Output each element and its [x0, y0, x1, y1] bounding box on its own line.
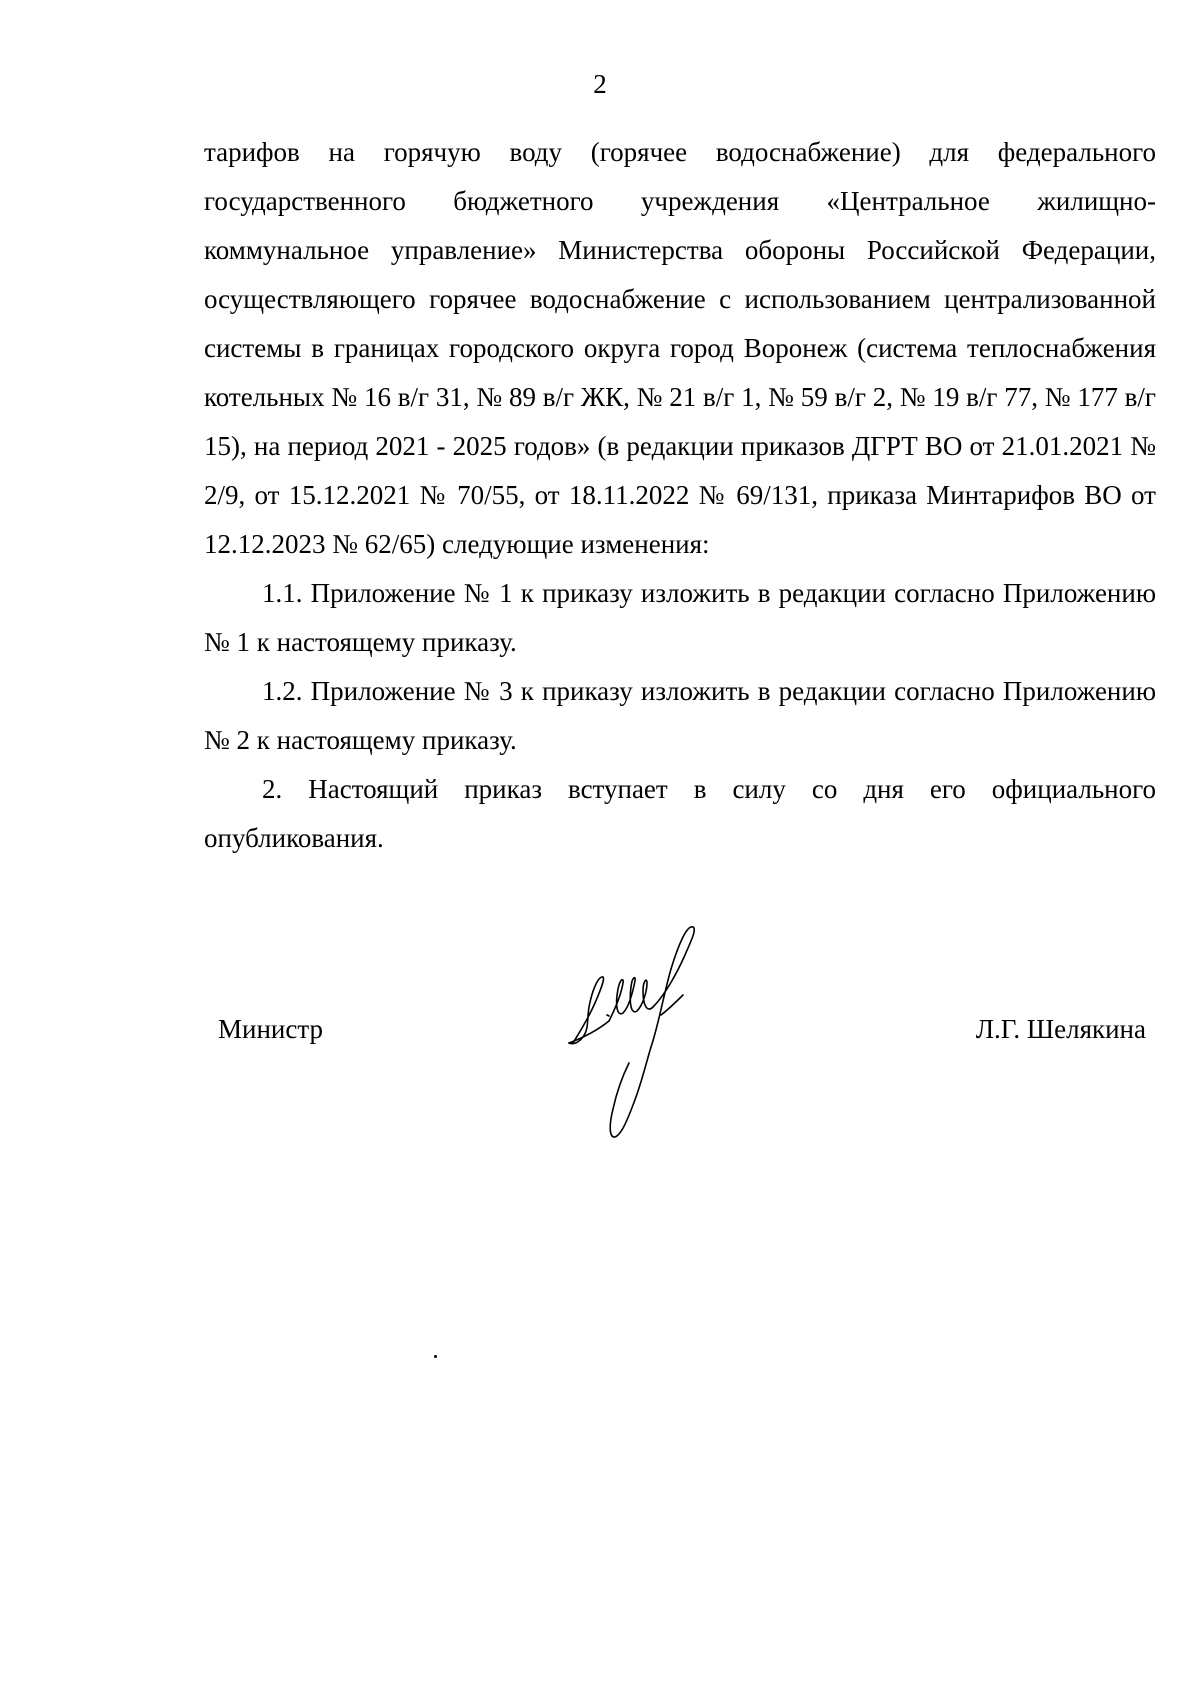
- position-title: Министр: [218, 1014, 323, 1044]
- handwritten-signature: [565, 925, 740, 1140]
- page-number: 2: [593, 69, 607, 99]
- document-body: [204, 128, 1156, 863]
- paragraph-continuation: тарифов на горячую воду (горячее водоснабжение) для федерального государственного бюджетного учреждения «Центральное жилищно-коммунальное управление» Министерства обороны Российской Федерации, осуществляющего горячее водоснабжение с использованием централизованной системы в границах городского округа город Воронеж (система теплоснабжения котельных № 16 в/г 31, № 89 в/г ЖК, № 21 в/г 1, № 59 в/г 2, № 19 в/г 77, № 177 в/г 15), на период 2021 - 2025 годов» (в редакции приказов ДГРТ ВО от 21.01.2021 № 2/9, от 15.12.2021 № 70/55, от 18.11.2022 № 69/131, приказа Минтарифов ВО от 12.12.2023 № 62/65) следующие изменения:: [204, 137, 1156, 559]
- paragraph-item-2: 2. Настоящий приказ вступает в силу со дня его официального опубликования.: [204, 774, 1156, 853]
- paragraph-item-1-1: 1.1. Приложение № 1 к приказу изложить в редакции согласно Приложению № 1 к настоящему приказу.: [204, 578, 1156, 657]
- scan-speck: [434, 1355, 437, 1358]
- signatory-name: Л.Г. Шелякина: [975, 1014, 1146, 1044]
- paragraph-item-1-2: 1.2. Приложение № 3 к приказу изложить в редакции согласно Приложению № 2 к настоящему приказу.: [204, 676, 1156, 755]
